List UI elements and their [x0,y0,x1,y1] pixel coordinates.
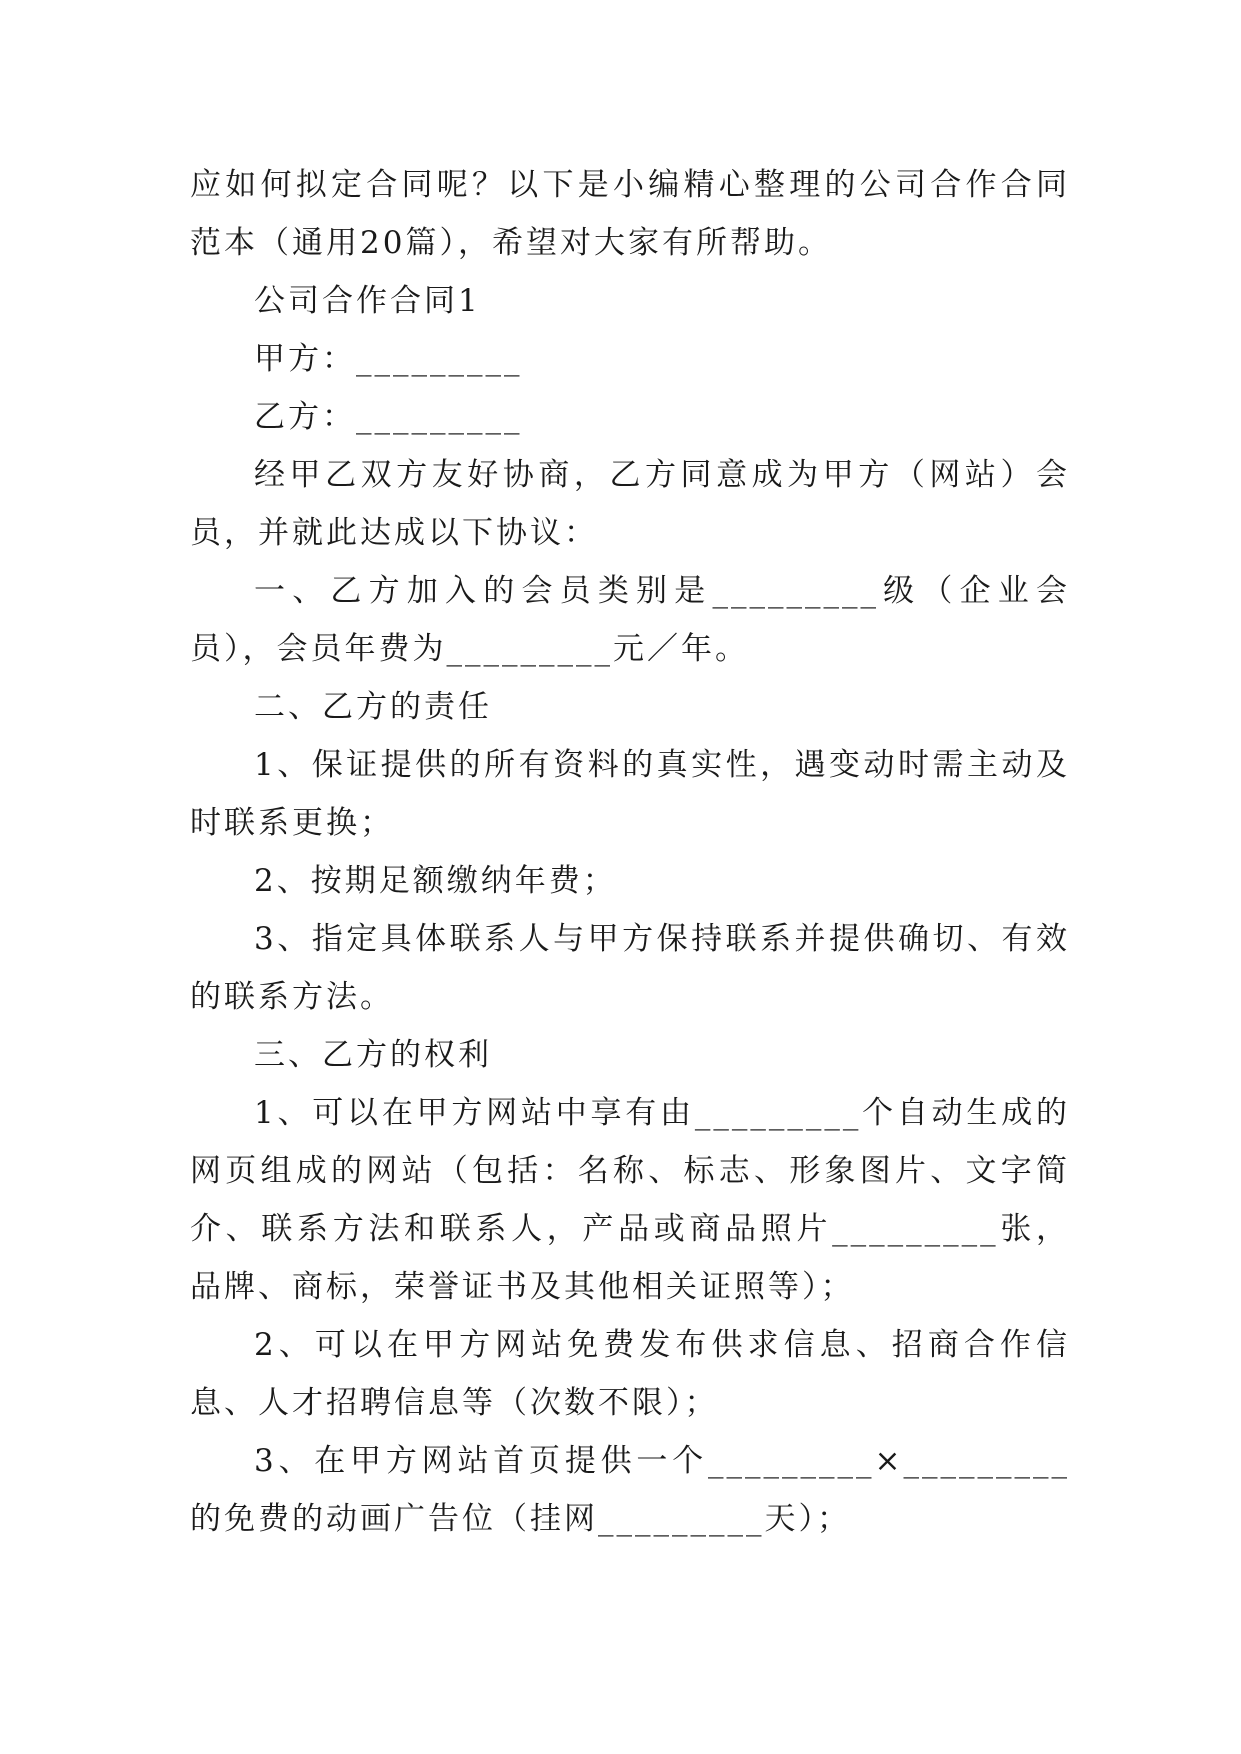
intro-paragraph: 应如何拟定合同呢？以下是小编精心整理的公司合作合同范本（通用20篇），希望对大家有所帮助。 [190,167,1070,261]
party-a-line: 甲方：_________ [254,341,523,377]
document-body [190,156,1070,1548]
party-b-line: 乙方：_________ [254,399,523,435]
contract-title: 公司合作合同1 [254,283,481,319]
rights-item-3: 3、在甲方网站首页提供一个_________×_________的免费的动画广告位（挂网_________天）； [190,1443,1070,1537]
responsibility-item-2: 2、按期足额缴纳年费； [254,863,617,899]
responsibility-item-1: 1、保证提供的所有资料的真实性，遇变动时需主动及时联系更换； [190,747,1070,841]
agreement-preamble: 经甲乙双方友好协商，乙方同意成为甲方（网站）会员，并就此达成以下协议： [190,457,1070,551]
responsibility-item-3: 3、指定具体联系人与甲方保持联系并提供确切、有效的联系方法。 [190,921,1070,1015]
rights-item-2: 2、可以在甲方网站免费发布供求信息、招商合作信息、人才招聘信息等（次数不限）； [190,1327,1070,1421]
section-heading-rights: 三、乙方的权利 [254,1037,492,1073]
clause-membership-type: 一、乙方加入的会员类别是_________级（企业会员），会员年费为_________元／年。 [190,573,1070,667]
section-heading-responsibilities: 二、乙方的责任 [254,689,492,725]
rights-item-1: 1、可以在甲方网站中享有由_________个自动生成的网页组成的网站（包括：名称、标志、形象图片、文字简介、联系方法和联系人，产品或商品照片_________张，品牌、商标，荣誉证书及其他相关证照等）； [190,1095,1070,1305]
